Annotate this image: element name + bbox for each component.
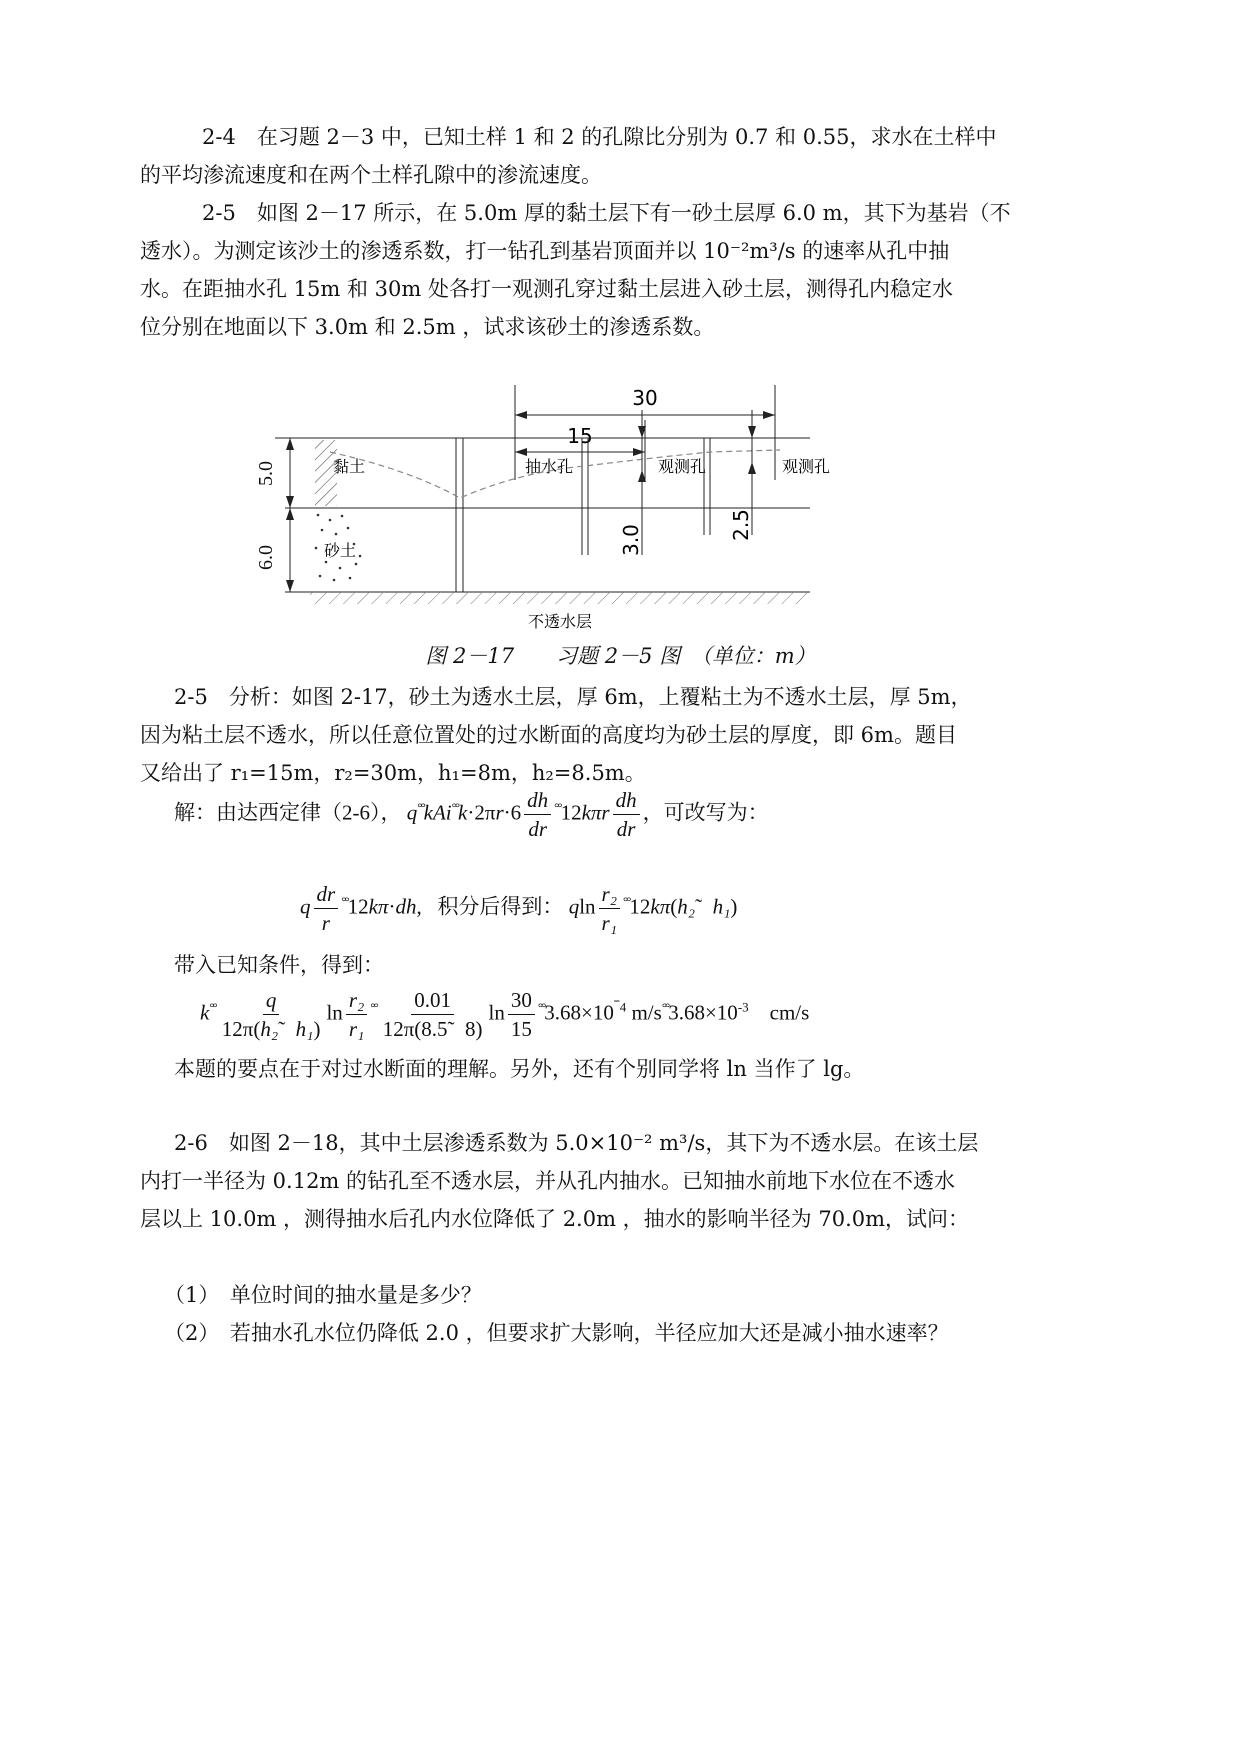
impermeable-layer-label: 不透水层 [527, 612, 593, 631]
dim-6-label-left: 6.0 [255, 545, 277, 570]
unit-a: m/s [631, 1000, 662, 1025]
dim-15-label: 15 [567, 424, 593, 448]
substitute-line: 带入已知条件，得到： [174, 953, 384, 977]
result-a-exponent: 4 [619, 999, 627, 1015]
figure-caption: 图 2－17 习题 2－5 图 （单位：m） [425, 644, 816, 668]
problem-2-5-line-3: 水。在距抽水孔 15m 和 30m 处各打一观测孔穿过黏土层进入砂土层，测得孔内稳定水 [140, 277, 953, 301]
equation-1-tail: ，可改写为： [642, 800, 769, 825]
problem-2-5-line-2: 透水）。为测定该沙土的渗透系数，打一钻孔到基岩顶面并以 10⁻²m³/s 的速率从孔中抽 [140, 239, 950, 263]
sand-label: 砂土 [324, 541, 357, 560]
analysis-line-3: 又给出了 r₁=15m，r₂=30m，h₁=8m，h₂=8.5m。 [140, 761, 646, 785]
result-a: 3.68×10 [544, 1000, 614, 1025]
problem-2-5-line-1: 2-5 如图 2－17 所示，在 5.0m 厚的黏土层下有一砂土层厚 6.0 m，其下为基岩（不 [202, 201, 1011, 225]
note-line: 本题的要点在于对过水断面的理解。另外，还有个别同学将 ln 当作了 lg。 [174, 1057, 865, 1081]
equation-2-mid: 积分后得到： [437, 894, 564, 919]
analysis-line-1: 2-5 分析：如图 2-17，砂土为透水土层，厚 6m，上覆粘土为不透水土层，厚 5m， [174, 685, 972, 709]
problem-2-4-line-2: 的平均渗流速度和在两个土样孔隙中的渗流速度。 [140, 163, 602, 187]
dim-3-label: 3.0 [619, 524, 643, 556]
problem-2-6-line-1: 2-6 如图 2－18，其中土层渗透系数为 5.0×10⁻² m³/s，其下为不透水层。在该土层 [174, 1131, 979, 1155]
pumping-well-label: 抽水孔 [525, 457, 574, 476]
dim-25-label: 2.5 [729, 509, 753, 541]
clay-label: 黏土 [333, 457, 366, 476]
unit-b: cm/s [769, 1000, 810, 1025]
dim-5-label-left: 5.0 [255, 461, 277, 486]
problem-2-5-line-4: 位分别在地面以下 3.0m 和 2.5m ，试求该砂土的渗透系数。 [140, 315, 715, 339]
result-b: 3.68×10 [668, 1000, 738, 1025]
solution-equation-1: 解：由达西定律（2-6）， q°°kAi°°k·2πr·6 $\frac{dh}{dr}$ °°12kπr $\frac{dh}{dr}$ ，可改写为： [174, 788, 769, 841]
problem-2-4-line-1: 2-4 在习题 2－3 中，已知土样 1 和 2 的孔隙比分别为 0.7 和 0.55，求水在土样中 [202, 125, 997, 149]
analysis-line-2: 因为粘土层不透水，所以任意位置处的过水断面的高度均为砂土层的厚度，即 6m。题目 [140, 723, 957, 747]
observation-well-2-label: 观测孔 [782, 457, 831, 476]
result-b-exponent: -3 [737, 999, 749, 1015]
dim-30-label: 30 [632, 386, 658, 410]
solution-equation-3: k°° $\frac{q}{\text{12π(h₂˜ h₁)}}$ ln $\frac{\text{r₂}}{\text{r₁}}$ °° $\frac{0.01}{12\pi(8.5˜ 8)}$ ln $\frac{30}{15}$ $^{^\circ^\circ}3.68\times 10^{ˉ4}$ $m/s^{^\circ^\circ}3.68\times 10^{-3}$ cm/s [200, 988, 810, 1041]
solution-intro: 解：由达西定律（2-6）， [174, 800, 402, 825]
observation-well-1-label: 观测孔 [658, 457, 707, 476]
solution-equation-2: q $\frac{dr}{r}$ °°12kπ·dh, 积分后得到： qln $\frac{\text{r₂}}{\text{r₁}}$ °°12kπ(h₂˜ h₁) [300, 882, 738, 935]
question-1: （1） 单位时间的抽水量是多少？ [164, 1283, 482, 1307]
problem-2-6-line-3: 层以上 10.0m ，测得抽水后孔内水位降低了 2.0m ，抽水的影响半径为 70.0m，试问： [140, 1207, 970, 1231]
question-2: （2） 若抽水孔水位仍降低 2.0 ，但要求扩大影响，半径应加大还是减小抽水速率？ [164, 1321, 949, 1345]
problem-2-6-line-2: 内打一半径为 0.12m 的钻孔至不透水层，并从孔内抽水。已知抽水前地下水位在不透水 [140, 1169, 956, 1193]
